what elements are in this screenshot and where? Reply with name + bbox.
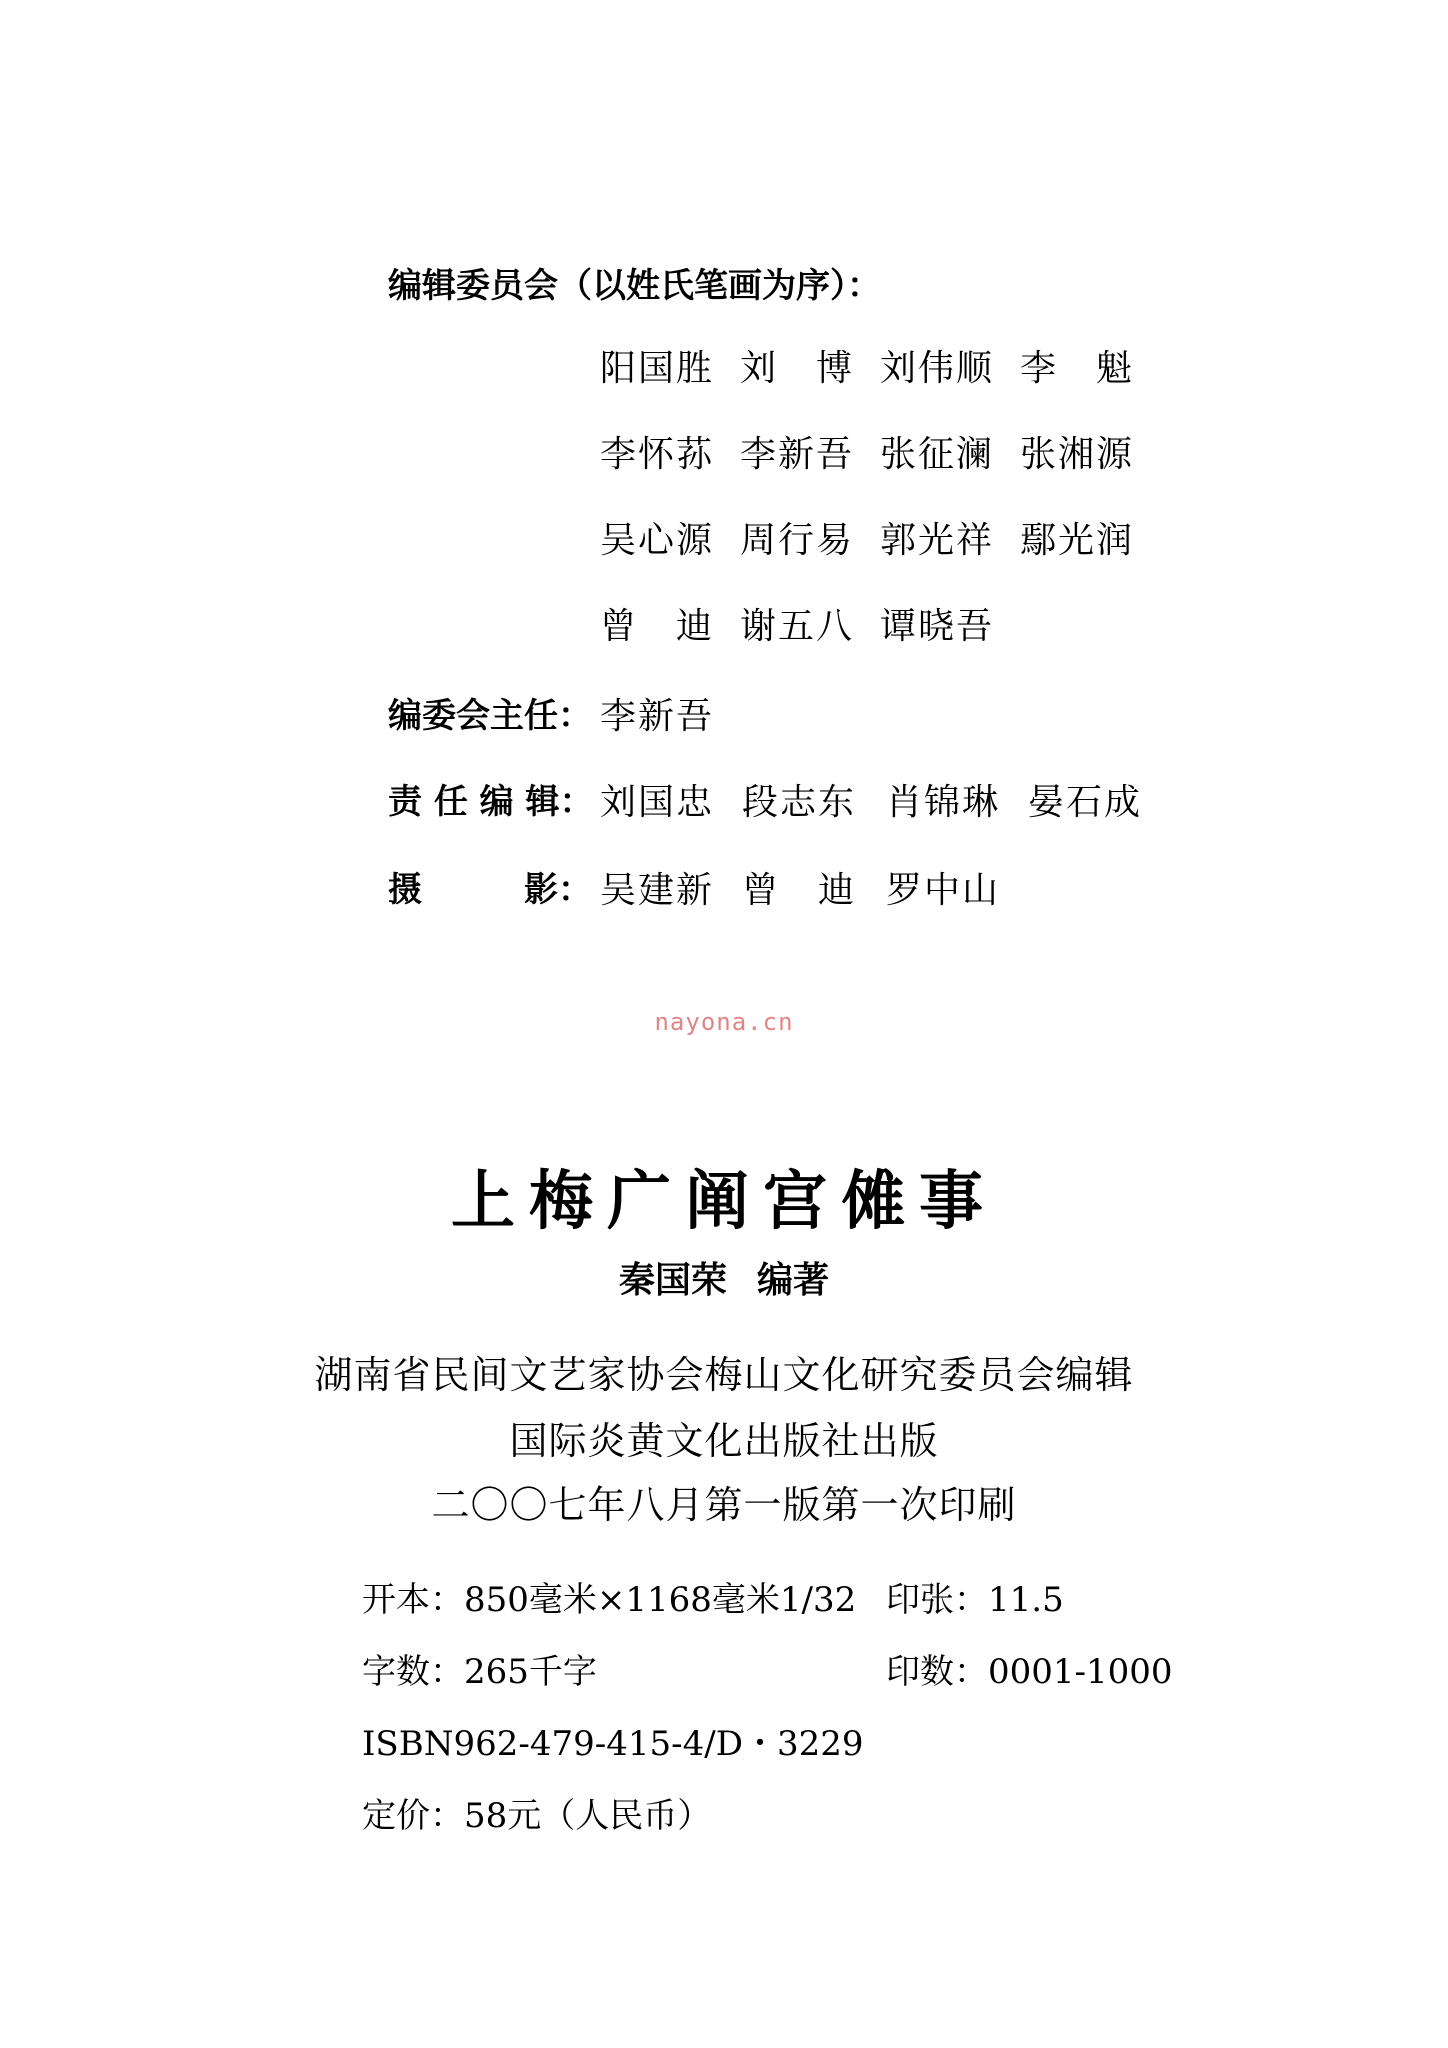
committee-title: 编辑委员会（以姓氏笔画为序）： — [388, 266, 881, 306]
director-name: 李新吾 — [600, 696, 715, 737]
photographer-name: 曾 迪 — [742, 870, 857, 911]
spec-price: 定价：58元（人民币） — [362, 1796, 712, 1836]
spec-word-count: 字数：265千字 — [362, 1652, 597, 1692]
photographer-name: 罗中山 — [886, 870, 1001, 911]
committee-member: 李怀荪 — [600, 434, 715, 475]
committee-member: 谢五八 — [740, 606, 855, 647]
editor-org: 湖南省民间文艺家协会梅山文化研究委员会编辑 — [314, 1353, 1134, 1397]
editor-name: 刘国忠 — [600, 782, 715, 823]
photography-label: 摄 影： — [388, 870, 592, 910]
author-name: 秦国荣 — [618, 1260, 727, 1301]
editor-name: 肖锦琳 — [886, 782, 1001, 823]
committee-member: 鄢光润 — [1020, 520, 1135, 561]
committee-member: 曾 迪 — [600, 606, 715, 647]
editor-name: 段志东 — [742, 782, 857, 823]
committee-member: 阳国胜 — [600, 348, 715, 389]
editors-label: 责 任 编 辑： — [388, 782, 594, 822]
spec-format: 开本：850毫米×1168毫米1/32 — [362, 1580, 857, 1620]
committee-member: 谭晓吾 — [880, 606, 995, 647]
spec-sheets: 印张：11.5 — [886, 1580, 1064, 1620]
spec-isbn: ISBN962-479-415-4/D・3229 — [362, 1724, 864, 1764]
publisher: 国际炎黄文化出版社出版 — [509, 1419, 939, 1463]
committee-member: 张湘源 — [1020, 434, 1135, 475]
committee-member: 吴心源 — [600, 520, 715, 561]
committee-member: 周行易 — [740, 520, 855, 561]
book-title: 上梅广阐宫傩事 — [451, 1164, 997, 1239]
committee-member: 李 魁 — [1020, 348, 1135, 389]
photographer-name: 吴建新 — [600, 870, 715, 911]
spec-print-run: 印数：0001-1000 — [886, 1652, 1173, 1692]
author-line — [0, 1252, 1448, 1303]
author-role: 编著 — [757, 1260, 830, 1301]
committee-member: 刘伟顺 — [880, 348, 995, 389]
edition-info: 二〇〇七年八月第一版第一次印刷 — [431, 1483, 1017, 1527]
editor-name: 晏石成 — [1028, 782, 1143, 823]
committee-member: 李新吾 — [740, 434, 855, 475]
committee-member: 刘 博 — [740, 348, 855, 389]
director-label: 编委会主任： — [388, 696, 592, 736]
committee-member: 张征澜 — [880, 434, 995, 475]
committee-member: 郭光祥 — [880, 520, 995, 561]
watermark: nayona.cn — [654, 1008, 794, 1036]
